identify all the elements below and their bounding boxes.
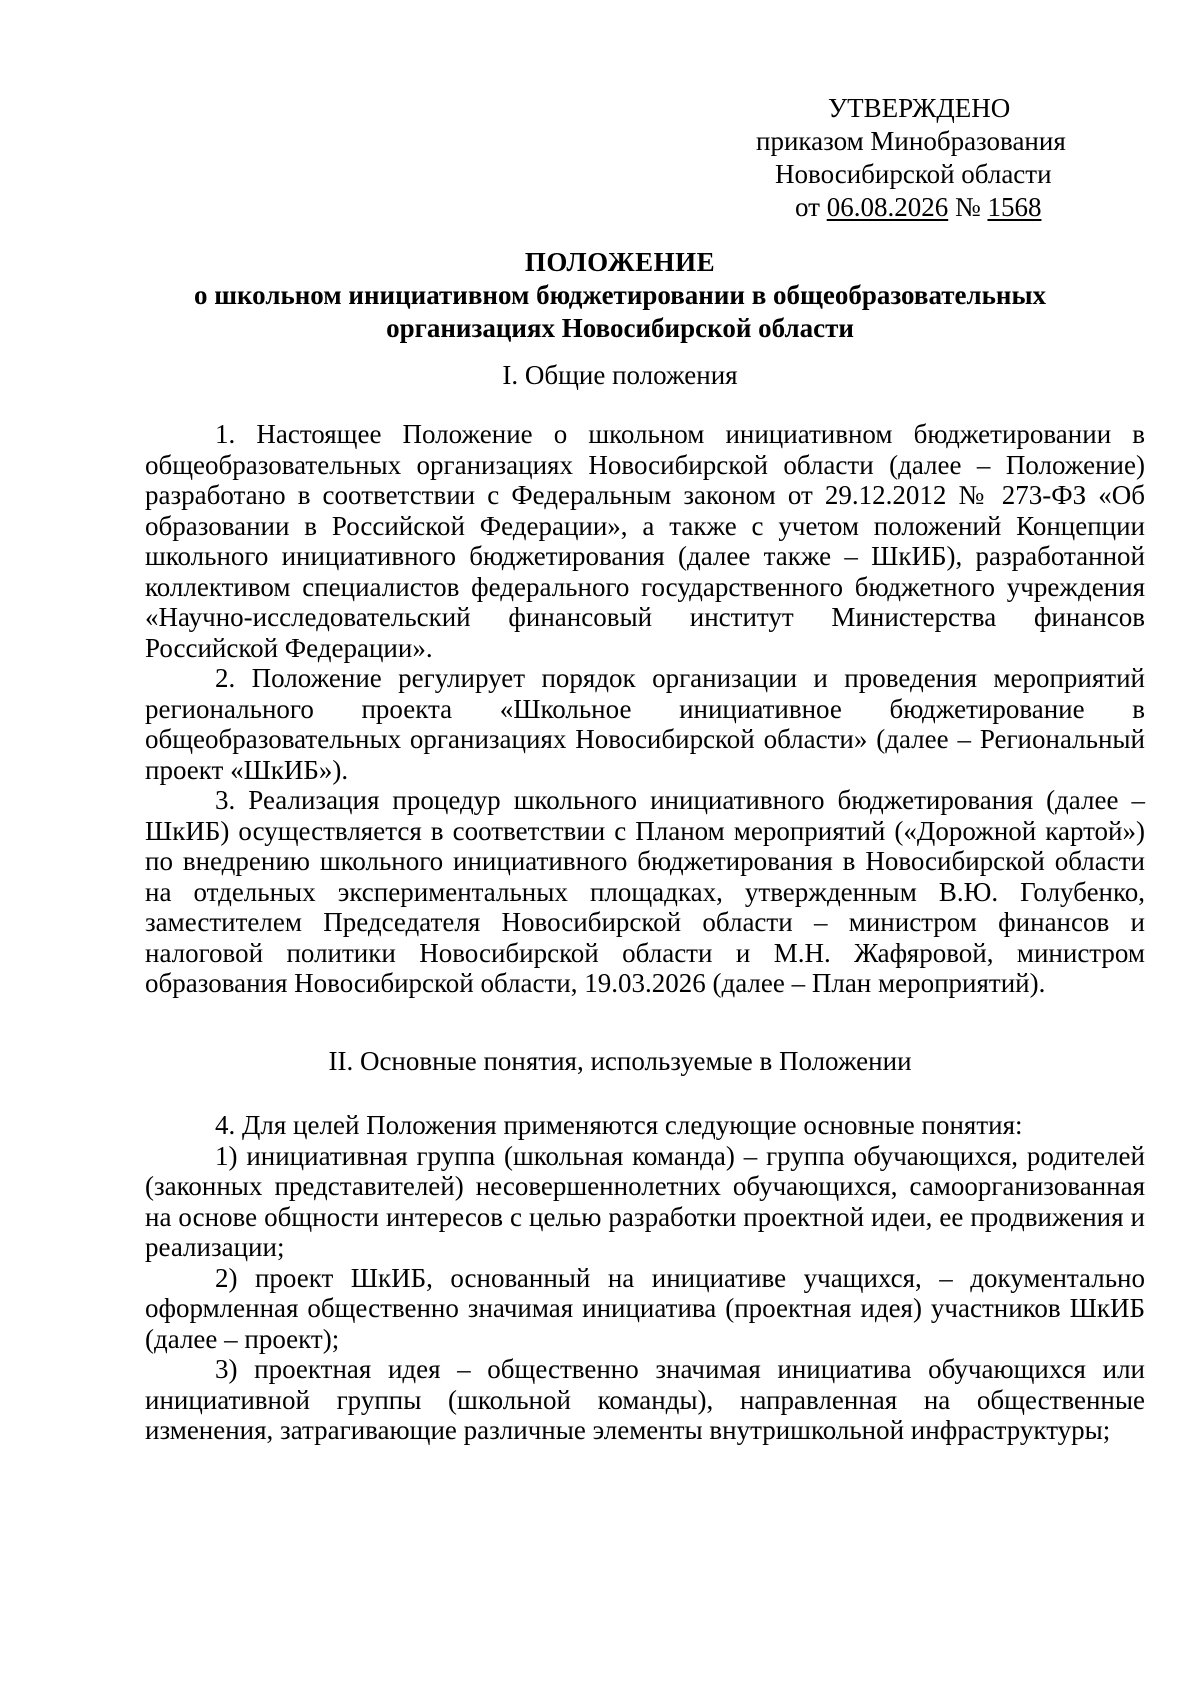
paragraph-2: 2. Положение регулирует порядок организации и проведения мероприятий регионального проекта «Школьное инициативное бюджетирование в общеобразовательных организациях Новосибирской области» (далее – Региональный проект «ШкИБ»). [145, 663, 1145, 785]
section-heading-general: I. Общие положения [502, 360, 738, 390]
approval-date-number [740, 191, 1100, 224]
definition-item-1: 1) инициативная группа (школьная команда) – группа обучающихся, родителей (законных представителей) несовершеннолетних обучающихся, самоорганизованная на основе общности интересов с целью разработки проектной идеи, ее продвижения и реализации; [145, 1140, 1145, 1262]
document-title: ПОЛОЖЕНИЕ [524, 247, 716, 277]
paragraph-3: 3. Реализация процедур школьного инициативного бюджетирования (далее – ШкИБ) осуществляется в соответствии с Планом мероприятий («Дорожной картой») по внедрению школьного инициативного бюджетирования в Новосибирской области на отдельных экспериментальных площадках, утвержденным В.Ю. Голубенко, заместителем Председателя Новосибирской области – министром финансов и налоговой политики Новосибирской области и М.Н. Жафяровой, министром образования Новосибирской области, 19.03.2026 (далее – План мероприятий). [145, 785, 1145, 998]
approval-date: 06.08.2026 [826, 192, 949, 222]
section-general-body [145, 419, 1145, 999]
paragraph-1: 1. Настоящее Положение о школьном инициативном бюджетировании в общеобразовательных организациях Новосибирской области (далее – Положение) разработано в соответствии с Федеральным законом от 29.12.2012 № 273-ФЗ «Об образовании в Российской Федерации», а также с учетом положений Концепции школьного инициативного бюджетирования (далее также – ШкИБ), разработанной коллективом специалистов федерального государственного бюджетного учреждения «Научно-исследовательский финансовый институт Министерства финансов Российской Федерации». [145, 419, 1145, 663]
approval-region: Новосибирской области [775, 159, 1052, 189]
document-subtitle-line-2: организациях Новосибирской области [386, 313, 854, 343]
paragraph-4: 4. Для целей Положения применяются следующие основные понятия: [215, 1110, 1023, 1140]
definition-item-2: 2) проект ШкИБ, основанный на инициативе учащихся, – документально оформленная общественно значимая инициатива (проектная идея) участников ШкИБ (далее – проект); [145, 1262, 1145, 1354]
approval-number: 1568 [987, 192, 1042, 222]
approval-title: УТВЕРЖДЕНО [828, 93, 1011, 123]
section-heading-definitions: II. Основные понятия, используемые в Положении [328, 1046, 912, 1076]
approval-number-sign: № [954, 192, 981, 222]
approval-date-prefix: от [795, 192, 820, 222]
definition-item-3: 3) проектная идея – общественно значимая инициатива обучающихся или инициативной группы (школьной команды), направленная на общественные изменения, затрагивающие различные элементы внутришкольной инфраструктуры; [145, 1354, 1145, 1445]
approval-authority: приказом Минобразования [756, 126, 1066, 156]
document-subtitle-line-1: о школьном инициативном бюджетировании в общеобразовательных [193, 280, 1047, 310]
approval-stamp [740, 92, 1100, 224]
section-definitions-body [145, 1110, 1145, 1446]
